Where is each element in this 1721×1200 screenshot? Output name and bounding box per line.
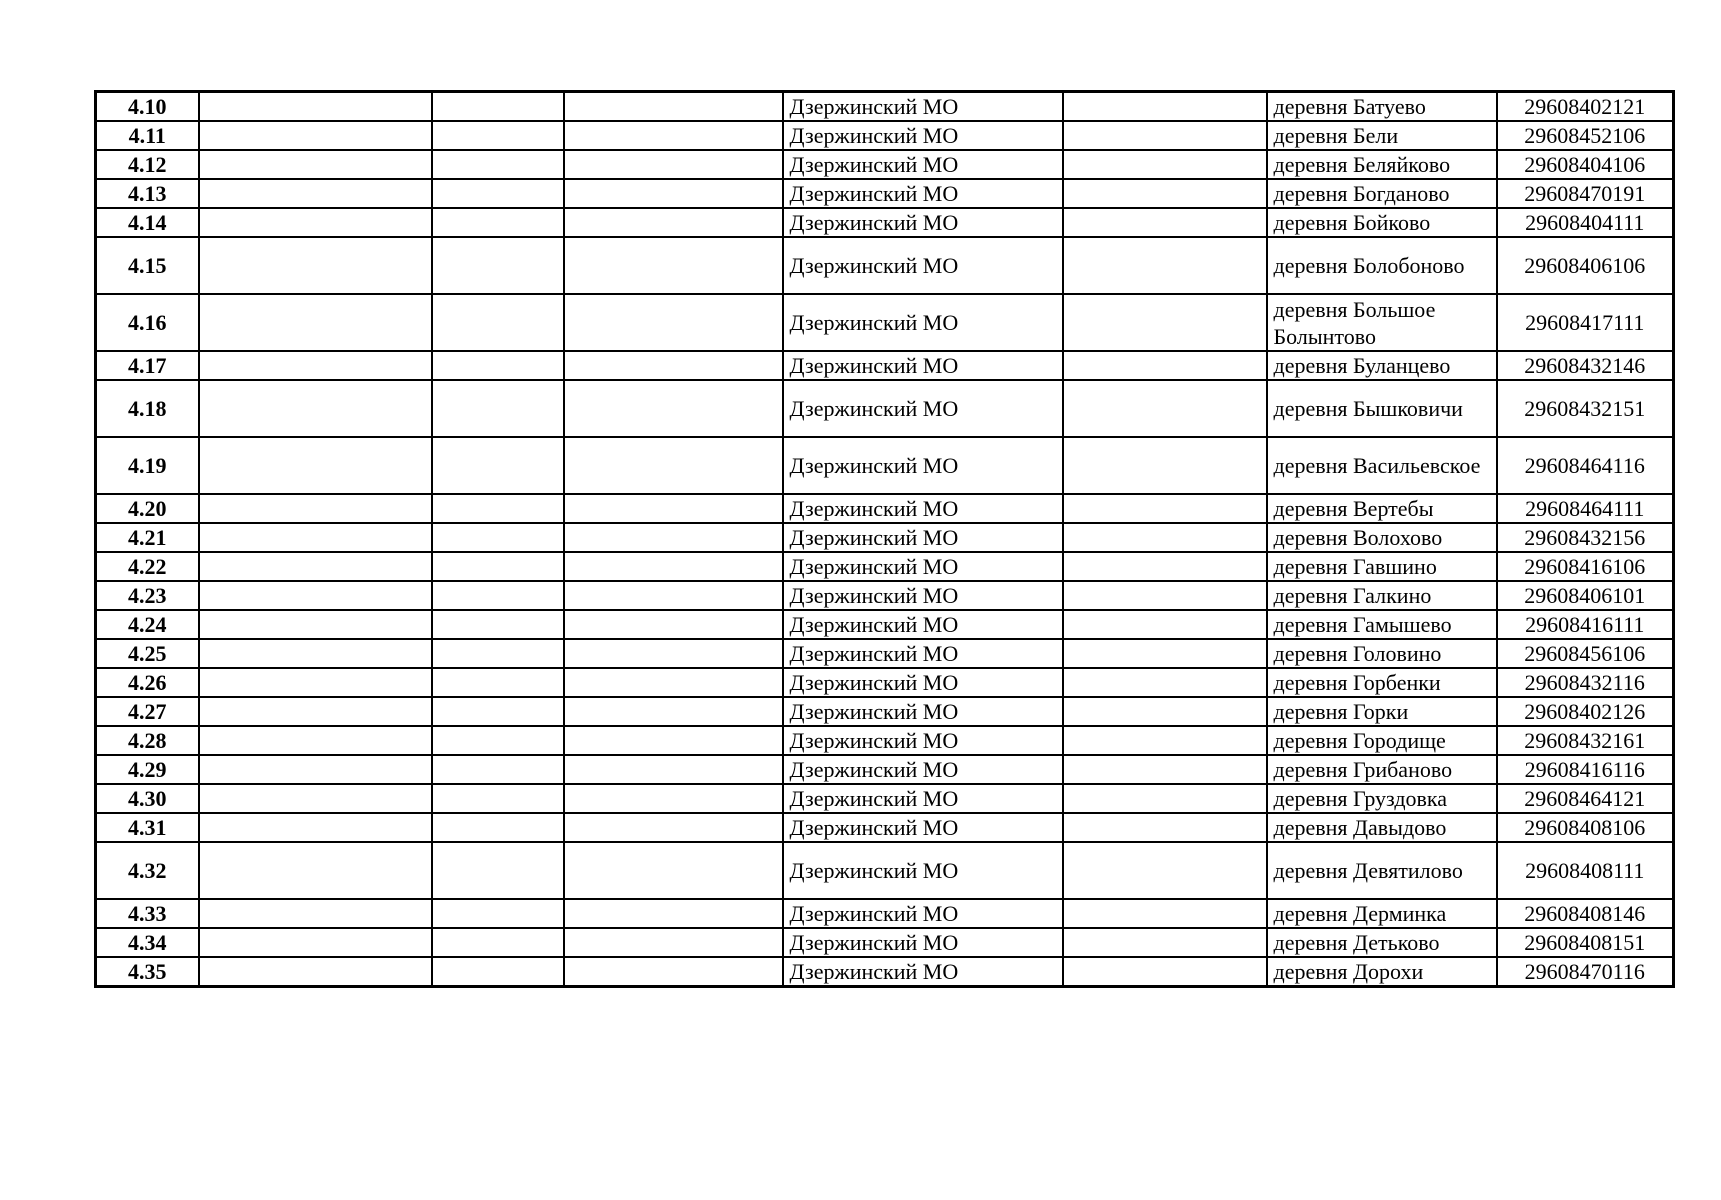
table-row xyxy=(96,494,1674,523)
municipality-cell: Дзержинский МО xyxy=(783,928,1063,957)
empty-cell xyxy=(432,697,564,726)
empty-cell xyxy=(199,639,432,668)
empty-cell xyxy=(199,957,432,987)
row-number-cell: 4.31 xyxy=(96,813,199,842)
municipality-cell: Дзержинский МО xyxy=(783,755,1063,784)
oktmo-code-cell: 29608452106 xyxy=(1497,121,1674,150)
row-number-cell: 4.29 xyxy=(96,755,199,784)
empty-cell xyxy=(1063,899,1267,928)
row-number-cell: 4.35 xyxy=(96,957,199,987)
table-row xyxy=(96,697,1674,726)
row-number-cell: 4.30 xyxy=(96,784,199,813)
empty-cell xyxy=(1063,610,1267,639)
settlement-cell: деревня Буланцево xyxy=(1267,351,1497,380)
table-row xyxy=(96,237,1674,294)
settlement-cell: деревня Болобоново xyxy=(1267,237,1497,294)
table-row xyxy=(96,842,1674,899)
municipality-cell: Дзержинский МО xyxy=(783,668,1063,697)
row-number-cell: 4.18 xyxy=(96,380,199,437)
settlement-cell: деревня Вертебы xyxy=(1267,494,1497,523)
oktmo-code-cell: 29608464116 xyxy=(1497,437,1674,494)
oktmo-code-cell: 29608404106 xyxy=(1497,150,1674,179)
empty-cell xyxy=(432,351,564,380)
empty-cell xyxy=(432,494,564,523)
table-row xyxy=(96,380,1674,437)
row-number-cell: 4.21 xyxy=(96,523,199,552)
empty-cell xyxy=(199,610,432,639)
empty-cell xyxy=(432,755,564,784)
empty-cell xyxy=(199,899,432,928)
settlement-cell: деревня Васильевское xyxy=(1267,437,1497,494)
empty-cell xyxy=(432,813,564,842)
municipality-cell: Дзержинский МО xyxy=(783,726,1063,755)
municipality-cell: Дзержинский МО xyxy=(783,610,1063,639)
municipality-cell: Дзержинский МО xyxy=(783,208,1063,237)
empty-cell xyxy=(1063,726,1267,755)
row-number-cell: 4.16 xyxy=(96,294,199,351)
oktmo-code-cell: 29608464111 xyxy=(1497,494,1674,523)
empty-cell xyxy=(199,494,432,523)
empty-cell xyxy=(432,92,564,122)
oktmo-code-cell: 29608408106 xyxy=(1497,813,1674,842)
settlement-cell: деревня Дорохи xyxy=(1267,957,1497,987)
empty-cell xyxy=(1063,208,1267,237)
oktmo-code-cell: 29608417111 xyxy=(1497,294,1674,351)
settlement-cell: деревня Бышковичи xyxy=(1267,380,1497,437)
empty-cell xyxy=(1063,92,1267,122)
municipality-cell: Дзержинский МО xyxy=(783,552,1063,581)
municipality-cell: Дзержинский МО xyxy=(783,121,1063,150)
empty-cell xyxy=(564,813,783,842)
row-number-cell: 4.17 xyxy=(96,351,199,380)
empty-cell xyxy=(432,899,564,928)
empty-cell xyxy=(432,842,564,899)
municipality-cell: Дзержинский МО xyxy=(783,494,1063,523)
empty-cell xyxy=(564,581,783,610)
settlement-cell: деревня Дерминка xyxy=(1267,899,1497,928)
empty-cell xyxy=(564,928,783,957)
empty-cell xyxy=(564,639,783,668)
municipality-cell: Дзержинский МО xyxy=(783,437,1063,494)
empty-cell xyxy=(432,294,564,351)
empty-cell xyxy=(564,179,783,208)
row-number-cell: 4.22 xyxy=(96,552,199,581)
empty-cell xyxy=(564,726,783,755)
empty-cell xyxy=(564,697,783,726)
row-number-cell: 4.11 xyxy=(96,121,199,150)
table-row xyxy=(96,294,1674,351)
table-row xyxy=(96,92,1674,122)
empty-cell xyxy=(432,150,564,179)
oktmo-code-cell: 29608406106 xyxy=(1497,237,1674,294)
empty-cell xyxy=(564,784,783,813)
empty-cell xyxy=(432,928,564,957)
settlement-cell: деревня Беляйково xyxy=(1267,150,1497,179)
municipality-cell: Дзержинский МО xyxy=(783,697,1063,726)
empty-cell xyxy=(564,437,783,494)
row-number-cell: 4.27 xyxy=(96,697,199,726)
empty-cell xyxy=(199,552,432,581)
oktmo-code-cell: 29608470191 xyxy=(1497,179,1674,208)
municipality-cell: Дзержинский МО xyxy=(783,237,1063,294)
empty-cell xyxy=(564,121,783,150)
row-number-cell: 4.10 xyxy=(96,92,199,122)
empty-cell xyxy=(1063,668,1267,697)
empty-cell xyxy=(564,957,783,987)
empty-cell xyxy=(1063,581,1267,610)
oktmo-code-cell: 29608470116 xyxy=(1497,957,1674,987)
empty-cell xyxy=(564,294,783,351)
settlement-cell: деревня Большое Болынтово xyxy=(1267,294,1497,351)
empty-cell xyxy=(199,121,432,150)
empty-cell xyxy=(199,237,432,294)
row-number-cell: 4.26 xyxy=(96,668,199,697)
empty-cell xyxy=(564,237,783,294)
row-number-cell: 4.24 xyxy=(96,610,199,639)
empty-cell xyxy=(432,668,564,697)
empty-cell xyxy=(564,668,783,697)
row-number-cell: 4.25 xyxy=(96,639,199,668)
municipality-cell: Дзержинский МО xyxy=(783,581,1063,610)
settlement-cell: деревня Головино xyxy=(1267,639,1497,668)
municipality-cell: Дзержинский МО xyxy=(783,957,1063,987)
empty-cell xyxy=(199,813,432,842)
empty-cell xyxy=(1063,639,1267,668)
empty-cell xyxy=(1063,494,1267,523)
oktmo-code-cell: 29608404111 xyxy=(1497,208,1674,237)
empty-cell xyxy=(1063,380,1267,437)
empty-cell xyxy=(199,784,432,813)
settlement-cell: деревня Горки xyxy=(1267,697,1497,726)
settlement-cell: деревня Детьково xyxy=(1267,928,1497,957)
oktmo-code-cell: 29608432116 xyxy=(1497,668,1674,697)
empty-cell xyxy=(1063,237,1267,294)
oktmo-code-cell: 29608408146 xyxy=(1497,899,1674,928)
row-number-cell: 4.23 xyxy=(96,581,199,610)
municipality-cell: Дзержинский МО xyxy=(783,523,1063,552)
oktmo-code-cell: 29608402126 xyxy=(1497,697,1674,726)
empty-cell xyxy=(199,928,432,957)
empty-cell xyxy=(199,697,432,726)
table-row xyxy=(96,899,1674,928)
oktmo-code-cell: 29608432156 xyxy=(1497,523,1674,552)
table-row xyxy=(96,581,1674,610)
oktmo-code-cell: 29608432146 xyxy=(1497,351,1674,380)
empty-cell xyxy=(432,784,564,813)
row-number-cell: 4.15 xyxy=(96,237,199,294)
oktmo-code-cell: 29608408151 xyxy=(1497,928,1674,957)
settlement-cell: деревня Богданово xyxy=(1267,179,1497,208)
empty-cell xyxy=(432,208,564,237)
empty-cell xyxy=(1063,523,1267,552)
empty-cell xyxy=(432,121,564,150)
empty-cell xyxy=(432,237,564,294)
table-row xyxy=(96,437,1674,494)
municipality-cell: Дзержинский МО xyxy=(783,842,1063,899)
settlement-cell: деревня Батуево xyxy=(1267,92,1497,122)
empty-cell xyxy=(432,380,564,437)
row-number-cell: 4.34 xyxy=(96,928,199,957)
empty-cell xyxy=(199,668,432,697)
table-row xyxy=(96,726,1674,755)
empty-cell xyxy=(1063,784,1267,813)
empty-cell xyxy=(564,351,783,380)
settlement-cell: деревня Волохово xyxy=(1267,523,1497,552)
oktmo-code-cell: 29608432161 xyxy=(1497,726,1674,755)
empty-cell xyxy=(1063,813,1267,842)
empty-cell xyxy=(199,92,432,122)
empty-cell xyxy=(1063,697,1267,726)
row-number-cell: 4.13 xyxy=(96,179,199,208)
empty-cell xyxy=(564,899,783,928)
table-row xyxy=(96,813,1674,842)
row-number-cell: 4.28 xyxy=(96,726,199,755)
municipality-cell: Дзержинский МО xyxy=(783,380,1063,437)
oktmo-code-cell: 29608408111 xyxy=(1497,842,1674,899)
settlement-cell: деревня Давыдово xyxy=(1267,813,1497,842)
empty-cell xyxy=(1063,842,1267,899)
empty-cell xyxy=(199,208,432,237)
table-row xyxy=(96,552,1674,581)
table-row xyxy=(96,523,1674,552)
settlement-cell: деревня Горбенки xyxy=(1267,668,1497,697)
settlement-cell: деревня Груздовка xyxy=(1267,784,1497,813)
municipality-cell: Дзержинский МО xyxy=(783,351,1063,380)
table-row xyxy=(96,755,1674,784)
table-row xyxy=(96,208,1674,237)
empty-cell xyxy=(199,437,432,494)
oktmo-code-cell: 29608432151 xyxy=(1497,380,1674,437)
settlement-cell: деревня Гамышево xyxy=(1267,610,1497,639)
table-row xyxy=(96,121,1674,150)
oktmo-code-cell: 29608416106 xyxy=(1497,552,1674,581)
oktmo-code-cell: 29608416116 xyxy=(1497,755,1674,784)
empty-cell xyxy=(432,523,564,552)
empty-cell xyxy=(432,581,564,610)
empty-cell xyxy=(1063,957,1267,987)
municipality-cell: Дзержинский МО xyxy=(783,899,1063,928)
empty-cell xyxy=(1063,437,1267,494)
empty-cell xyxy=(564,494,783,523)
oktmo-code-cell: 29608416111 xyxy=(1497,610,1674,639)
oktmo-code-cell: 29608456106 xyxy=(1497,639,1674,668)
empty-cell xyxy=(1063,150,1267,179)
empty-cell xyxy=(199,581,432,610)
row-number-cell: 4.20 xyxy=(96,494,199,523)
empty-cell xyxy=(199,380,432,437)
settlement-cell: деревня Городище xyxy=(1267,726,1497,755)
empty-cell xyxy=(564,523,783,552)
empty-cell xyxy=(432,639,564,668)
empty-cell xyxy=(432,726,564,755)
municipality-cell: Дзержинский МО xyxy=(783,150,1063,179)
empty-cell xyxy=(199,294,432,351)
table-row xyxy=(96,668,1674,697)
table-row xyxy=(96,351,1674,380)
empty-cell xyxy=(1063,179,1267,208)
empty-cell xyxy=(199,726,432,755)
row-number-cell: 4.19 xyxy=(96,437,199,494)
settlement-cell: деревня Бойково xyxy=(1267,208,1497,237)
empty-cell xyxy=(564,208,783,237)
municipality-cell: Дзержинский МО xyxy=(783,179,1063,208)
empty-cell xyxy=(1063,121,1267,150)
empty-cell xyxy=(199,351,432,380)
empty-cell xyxy=(1063,552,1267,581)
table-row xyxy=(96,639,1674,668)
empty-cell xyxy=(1063,294,1267,351)
settlement-cell: деревня Грибаново xyxy=(1267,755,1497,784)
row-number-cell: 4.32 xyxy=(96,842,199,899)
empty-cell xyxy=(564,842,783,899)
empty-cell xyxy=(199,842,432,899)
oktmo-code-cell: 29608406101 xyxy=(1497,581,1674,610)
empty-cell xyxy=(199,179,432,208)
oktmo-code-cell: 29608464121 xyxy=(1497,784,1674,813)
oktmo-code-cell: 29608402121 xyxy=(1497,92,1674,122)
empty-cell xyxy=(564,755,783,784)
empty-cell xyxy=(564,610,783,639)
municipality-cell: Дзержинский МО xyxy=(783,813,1063,842)
settlement-cell: деревня Гавшино xyxy=(1267,552,1497,581)
table-body xyxy=(96,92,1674,987)
empty-cell xyxy=(199,755,432,784)
municipality-cell: Дзержинский МО xyxy=(783,92,1063,122)
empty-cell xyxy=(1063,928,1267,957)
empty-cell xyxy=(1063,351,1267,380)
municipality-cell: Дзержинский МО xyxy=(783,784,1063,813)
row-number-cell: 4.33 xyxy=(96,899,199,928)
row-number-cell: 4.12 xyxy=(96,150,199,179)
municipality-cell: Дзержинский МО xyxy=(783,294,1063,351)
empty-cell xyxy=(432,610,564,639)
municipality-cell: Дзержинский МО xyxy=(783,639,1063,668)
empty-cell xyxy=(432,179,564,208)
empty-cell xyxy=(1063,755,1267,784)
settlements-table xyxy=(94,90,1675,988)
table-row xyxy=(96,784,1674,813)
table-row xyxy=(96,610,1674,639)
table-row xyxy=(96,150,1674,179)
empty-cell xyxy=(564,380,783,437)
empty-cell xyxy=(432,437,564,494)
table-row xyxy=(96,179,1674,208)
empty-cell xyxy=(564,150,783,179)
empty-cell xyxy=(564,92,783,122)
settlement-cell: деревня Бели xyxy=(1267,121,1497,150)
empty-cell xyxy=(432,552,564,581)
table-row xyxy=(96,957,1674,987)
settlement-cell: деревня Девятилово xyxy=(1267,842,1497,899)
settlement-cell: деревня Галкино xyxy=(1267,581,1497,610)
empty-cell xyxy=(199,150,432,179)
row-number-cell: 4.14 xyxy=(96,208,199,237)
table-row xyxy=(96,928,1674,957)
empty-cell xyxy=(432,957,564,987)
empty-cell xyxy=(564,552,783,581)
empty-cell xyxy=(199,523,432,552)
